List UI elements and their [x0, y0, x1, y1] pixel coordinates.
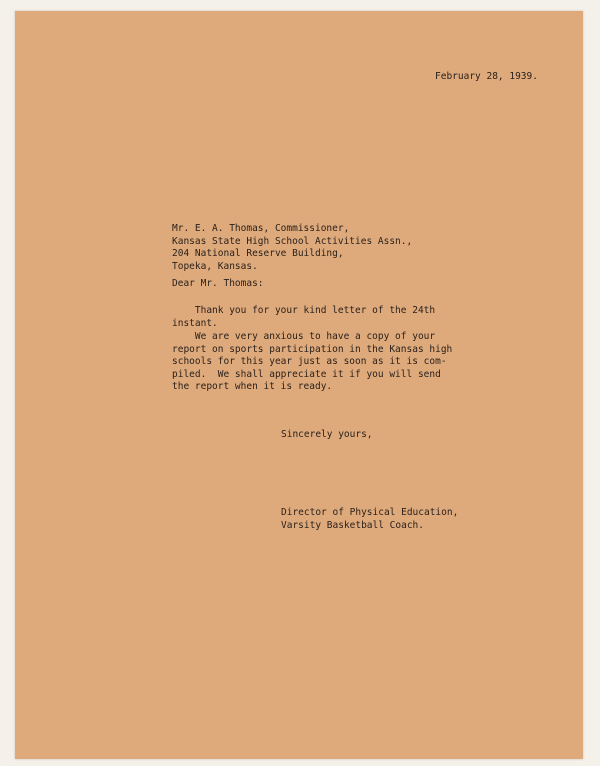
recipient-line: Kansas State High School Activities Assn.,: [172, 235, 413, 247]
paragraph-line: We are very anxious to have a copy of your: [172, 331, 436, 342]
paragraph-line: report on sports participation in the Kansas high: [172, 343, 453, 355]
recipient-line: Topeka, Kansas.: [172, 260, 258, 272]
salutation: Dear Mr. Thomas:: [172, 278, 264, 289]
complimentary-closing: Sincerely yours,: [281, 429, 373, 440]
recipient-line: 204 National Reserve Building,: [172, 248, 344, 260]
letter-date: February 28, 1939.: [435, 71, 538, 82]
paragraph-line: instant.: [172, 317, 218, 329]
paragraph-line: the report when it is ready.: [172, 381, 333, 393]
signature-block: [281, 507, 458, 532]
body-paragraph-1: [172, 305, 435, 330]
paragraph-line: Thank you for your kind letter of the 24th: [172, 305, 436, 316]
signature-line: Director of Physical Education,: [281, 507, 459, 518]
recipient-line: Mr. E. A. Thomas, Commissioner,: [172, 223, 350, 234]
recipient-address: [172, 223, 412, 273]
paragraph-line: schools for this year just as soon as it is com-: [172, 356, 447, 368]
body-paragraph-2: [172, 331, 452, 394]
letter-page: [15, 11, 583, 759]
signature-line: Varsity Basketball Coach.: [281, 519, 424, 531]
paragraph-line: piled. We shall appreciate it if you will send: [172, 368, 441, 380]
